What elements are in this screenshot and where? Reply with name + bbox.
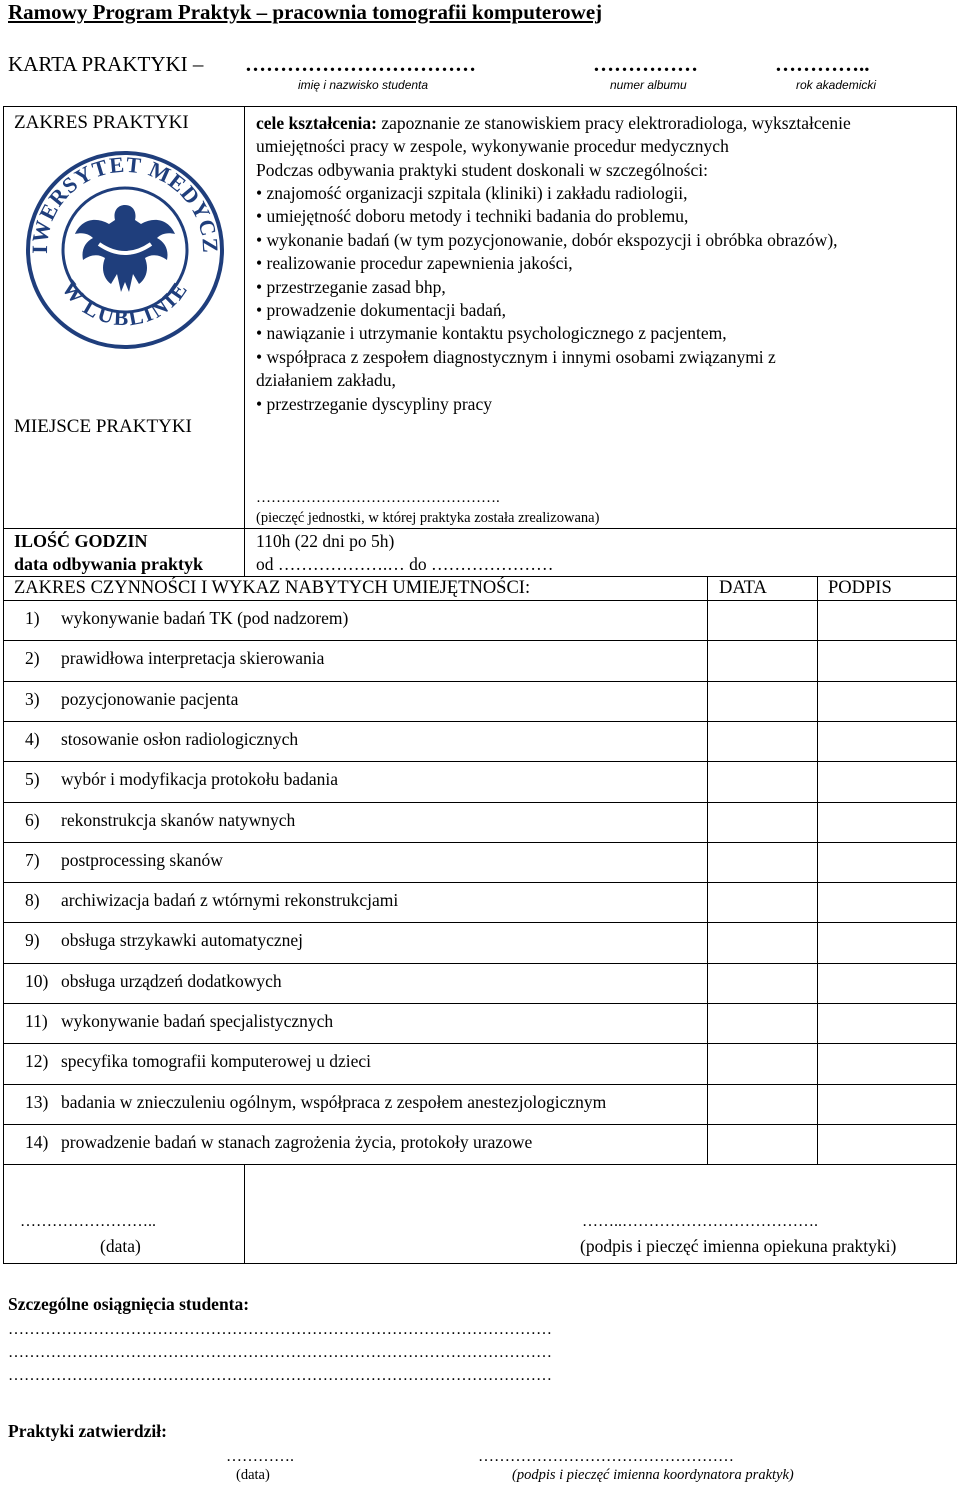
signature-cell[interactable]	[818, 1003, 956, 1043]
table-row	[25, 1092, 606, 1113]
bullet-item: • współpraca z zespołem diagnostycznym i innymi osobami związanymi z	[256, 346, 776, 367]
row-text: obsługa strzykawki automatycznej	[61, 930, 304, 951]
table-row	[25, 1051, 371, 1072]
signature-cell[interactable]	[818, 600, 956, 640]
row-number: 14)	[25, 1131, 49, 1152]
signature-cell[interactable]	[818, 922, 956, 962]
date-cell[interactable]	[708, 922, 816, 962]
table-row	[25, 689, 238, 710]
row-text: wykonywanie badań specjalistycznych	[61, 1011, 334, 1031]
osiagniecia-label: Szczególne osiągnięcia studenta:	[8, 1294, 250, 1314]
caption-academic-year: rok akademicki	[796, 78, 877, 92]
table-row	[25, 810, 295, 831]
table-row	[25, 1011, 333, 1032]
zatwierdzil-date-dots[interactable]: ………….	[226, 1448, 294, 1465]
date-cell[interactable]	[708, 721, 816, 761]
row-number: 2)	[25, 648, 40, 669]
bullet-item: • przestrzeganie zasad bhp,	[256, 276, 446, 297]
divider-signature	[3, 1164, 957, 1165]
date-cell[interactable]	[708, 1084, 816, 1124]
row-number: 1)	[25, 608, 40, 628]
row-number: 10)	[25, 970, 49, 991]
bullet-item: • znajomość organizacji szpitala (kliniki) i zakładu radiologii,	[256, 183, 688, 203]
date-cell[interactable]	[708, 963, 816, 1003]
signature-date-label: (data)	[100, 1236, 141, 1256]
row-text: prowadzenie badań w stanach zagrożenia życia, protokoły urazowe	[61, 1131, 533, 1152]
zatwierdzil-label: Praktyki zatwierdził:	[8, 1421, 167, 1441]
signature-cell[interactable]	[818, 963, 956, 1003]
divider-miejsce	[3, 528, 957, 529]
osiagniecia-line[interactable]: …………………………………………………………………………………………	[8, 1321, 552, 1338]
left-column-divider	[244, 106, 245, 576]
date-cell[interactable]	[708, 1043, 816, 1083]
col-data-header: DATA	[719, 578, 767, 598]
zatwierdzil-koordynator-dots[interactable]: …………………………………………	[478, 1448, 734, 1465]
zakres-praktyki-label: ZAKRES PRAKTYKI	[14, 112, 189, 133]
row-text: badania w znieczuleniu ogólnym, współpraca z zespołem anestezjologicznym	[61, 1091, 607, 1112]
signature-date-dots[interactable]: ……………………..	[20, 1213, 156, 1230]
table-row	[25, 608, 348, 629]
data-odbywania-field[interactable]: od ……………….… do …………………	[256, 554, 554, 574]
date-cell[interactable]	[708, 640, 816, 680]
cele-label: cele kształcenia:	[256, 113, 377, 133]
czynnosci-header: ZAKRES CZYNNOŚCI I WYKAZ NABYTYCH UMIEJĘTNOŚCI:	[14, 578, 531, 598]
row-text: postprocessing skanów	[61, 849, 223, 870]
data-odbywania-label: data odbywania praktyk	[14, 554, 204, 574]
signature-cell[interactable]	[818, 882, 956, 922]
karta-label: KARTA PRAKTYKI –	[8, 52, 204, 76]
zakres-bullet-list	[256, 182, 838, 416]
miejsce-praktyki-label: MIEJSCE PRAKTYKI	[14, 416, 192, 437]
signature-divider	[244, 1164, 245, 1264]
caption-album-number: numer albumu	[610, 78, 687, 92]
bullet-item: • umiejętność doboru metody i techniki badania do problemu,	[256, 206, 689, 227]
zatwierdzil-koordynator-label: (podpis i pieczęć imienna koordynatora praktyk)	[512, 1467, 794, 1483]
stamp-caption: (pieczęć jednostki, w której praktyka została zrealizowana)	[256, 510, 600, 526]
bullet-item: • przestrzeganie dyscypliny pracy	[256, 393, 492, 414]
signature-cell[interactable]	[818, 721, 956, 761]
date-cell[interactable]	[708, 1124, 816, 1164]
bullet-item: • realizowanie procedur zapewnienia jakości,	[256, 253, 573, 274]
row-text: wykonywanie badań TK (pod nadzorem)	[61, 608, 349, 628]
date-cell[interactable]	[708, 842, 816, 882]
row-number: 6)	[25, 809, 40, 830]
signature-cell[interactable]	[818, 681, 956, 721]
row-text: rekonstrukcja skanów natywnych	[61, 809, 296, 830]
zakres-line-3: Podczas odbywania praktyki student doskonali w szczególności:	[256, 160, 708, 180]
bullet-item: działaniem zakładu,	[256, 370, 396, 391]
table-row	[25, 890, 398, 911]
album-number-dots[interactable]: ……………	[593, 52, 698, 76]
stamp-dots[interactable]: ………………………………………….	[256, 490, 500, 506]
bullet-item: • wykonanie badań (w tym pozycjonowanie, dobór ekspozycji i obróbka obrazów),	[256, 229, 838, 250]
row-number: 7)	[25, 849, 40, 870]
signature-cell[interactable]	[818, 842, 956, 882]
row-text: specyfika tomografii komputerowej u dzieci	[61, 1051, 372, 1072]
date-cell[interactable]	[708, 1003, 816, 1043]
signature-cell[interactable]	[818, 1084, 956, 1124]
row-text: stosowanie osłon radiologicznych	[61, 728, 299, 749]
row-text: pozycjonowanie pacjenta	[61, 688, 239, 709]
ilosc-godzin-value: 110h (22 dni po 5h)	[256, 531, 395, 551]
row-text: wybór i modyfikacja protokołu badania	[61, 769, 339, 790]
row-number: 8)	[25, 890, 40, 911]
osiagniecia-line[interactable]: …………………………………………………………………………………………	[8, 1344, 552, 1361]
signature-opiekun-dots[interactable]: ……..……………………………….	[582, 1213, 818, 1230]
bullet-item: • nawiązanie i utrzymanie kontaktu psychologicznego z pacjentem,	[256, 323, 727, 344]
table-row	[25, 930, 303, 951]
signature-opiekun-label: (podpis i pieczęć imienna opiekuna praktyki)	[580, 1236, 897, 1256]
row-number: 4)	[25, 728, 40, 749]
caption-student-name: imię i nazwisko studenta	[298, 78, 429, 92]
table-row	[25, 769, 338, 790]
row-number: 12)	[25, 1051, 49, 1072]
ilosc-godzin-label: ILOŚĆ GODZIN	[14, 531, 148, 551]
svg-text:W LUBLINIE: W LUBLINIE	[56, 275, 193, 331]
table-row	[25, 648, 324, 669]
row-text: archiwizacja badań z wtórnymi rekonstrukcjami	[61, 890, 399, 911]
page-title: Ramowy Program Praktyk – pracownia tomografii komputerowej	[8, 0, 603, 24]
date-cell[interactable]	[708, 761, 816, 801]
date-cell[interactable]	[708, 600, 816, 640]
signature-cell[interactable]	[818, 802, 956, 842]
date-cell[interactable]	[708, 882, 816, 922]
table-row	[25, 729, 298, 750]
zatwierdzil-date-label: (data)	[236, 1467, 270, 1483]
table-row	[25, 971, 282, 992]
cele-text: zapoznanie ze stanowiskiem pracy elektroradiologa, wykształcenie	[377, 113, 851, 133]
row-number: 9)	[25, 930, 40, 951]
zakres-line-2: umiejętności pracy w zespole, wykonywanie procedur medycznych	[256, 136, 729, 156]
table-row	[25, 850, 223, 871]
university-seal-logo	[25, 150, 225, 350]
date-cell[interactable]	[708, 681, 816, 721]
osiagniecia-line[interactable]: …………………………………………………………………………………………	[8, 1367, 552, 1384]
cele-ksztalcenia	[256, 112, 851, 135]
row-text: obsługa urządzeń dodatkowych	[61, 970, 282, 991]
signature-cell[interactable]	[818, 1043, 956, 1083]
table-row	[25, 1132, 532, 1153]
row-text: prawidłowa interpretacja skierowania	[61, 648, 325, 669]
col-podpis-header: PODPIS	[828, 578, 892, 598]
date-cell[interactable]	[708, 802, 816, 842]
student-name-dots[interactable]: ……………………………	[245, 52, 476, 76]
row-number: 5)	[25, 769, 40, 790]
row-number: 13)	[25, 1091, 49, 1112]
signature-cell[interactable]	[818, 1124, 956, 1164]
bullet-item: • prowadzenie dokumentacji badań,	[256, 300, 507, 321]
svg-text:UNIWERSYTET MEDYCZNY: IWERSYTET MEDYCZ	[26, 151, 224, 255]
row-number: 11)	[25, 1011, 48, 1031]
row-number: 3)	[25, 688, 40, 709]
academic-year-dots[interactable]: …………..	[775, 52, 870, 76]
signature-cell[interactable]	[818, 761, 956, 801]
signature-cell[interactable]	[818, 640, 956, 680]
